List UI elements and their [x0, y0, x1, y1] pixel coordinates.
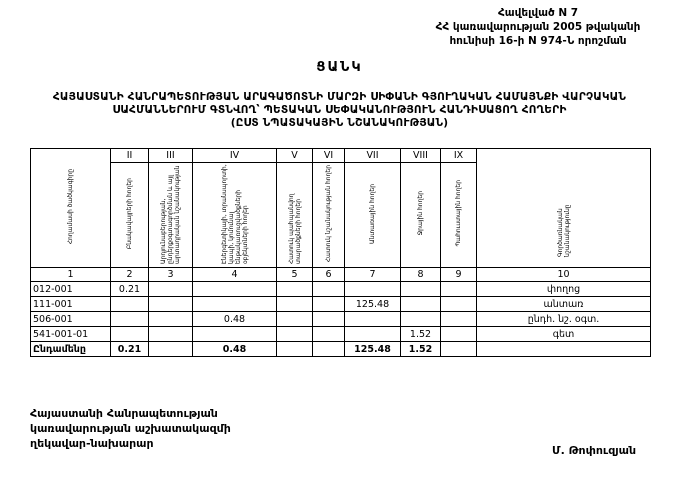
- roman-numeral: VI: [313, 149, 345, 163]
- header-residential: Բնակավայրերի հողեր: [111, 163, 149, 268]
- header-energy-transport: Էներգետիկայի, տրանսպորտի, կապի, կոմունալ ենթակառուցվածքների օբյեկտների հողեր: [193, 163, 277, 268]
- roman-numeral: II: [111, 149, 149, 163]
- area-value: [345, 312, 401, 327]
- area-value: [277, 282, 313, 297]
- signatory-name: Մ. Թոփուզյան: [552, 444, 637, 457]
- area-value: [149, 297, 193, 312]
- area-value: [111, 327, 149, 342]
- area-value: [401, 312, 441, 327]
- total-row: [31, 342, 651, 357]
- appendix-decree-date: հունիսի 16-ի N 974-Ն որոշման: [449, 35, 627, 47]
- signatory-line-1: Հայաստանի Հանրապետության: [30, 407, 218, 420]
- total-value: [313, 342, 345, 357]
- area-value: [149, 312, 193, 327]
- header-water: Ջրային հողեր: [401, 163, 441, 268]
- purpose-note: ընդհ. նշ. օգտ.: [477, 312, 651, 327]
- column-number: 9: [441, 268, 477, 282]
- column-number: 6: [313, 268, 345, 282]
- parcel-code: 012-001: [31, 282, 111, 297]
- header-parcel-code: [31, 149, 111, 268]
- column-number: 10: [477, 268, 651, 282]
- table-row: [31, 297, 651, 312]
- area-value: [313, 312, 345, 327]
- total-value: 0.21: [111, 342, 149, 357]
- appendix-header: [423, 6, 653, 48]
- total-value: [149, 342, 193, 357]
- area-value: [193, 297, 277, 312]
- column-number: 2: [111, 268, 149, 282]
- area-value: [441, 312, 477, 327]
- area-value: [441, 297, 477, 312]
- list-caption: ՑԱՆԿ: [316, 60, 363, 75]
- purpose-note: անտառ: [477, 297, 651, 312]
- roman-numeral: IV: [193, 149, 277, 163]
- roman-numeral: IX: [441, 149, 477, 163]
- column-number: 3: [149, 268, 193, 282]
- area-value: [111, 297, 149, 312]
- area-value: [111, 312, 149, 327]
- area-value: [345, 327, 401, 342]
- signatory-line-2: կառավարության աշխատակազմի: [30, 422, 231, 435]
- area-value: [277, 312, 313, 327]
- header-special-purpose: Հատուկ նշանակության հողեր: [313, 163, 345, 268]
- column-number: 5: [277, 268, 313, 282]
- roman-numeral: VII: [345, 149, 401, 163]
- area-value: 0.48: [193, 312, 277, 327]
- header-parcel-code-label: Հողամասի ծածկագիրը: [67, 169, 74, 245]
- table-row: [31, 327, 651, 342]
- area-value: [193, 282, 277, 297]
- signatory-title-block: [30, 406, 231, 451]
- area-value: 1.52: [401, 327, 441, 342]
- title-line-3: (ԸՍՏ ՆՊԱՏԱԿԱՅԻՆ ՆՇԱՆԱԿՈՒԹՅԱՆ): [230, 117, 449, 129]
- area-value: [193, 327, 277, 342]
- total-value: 0.48: [193, 342, 277, 357]
- area-value: [313, 297, 345, 312]
- total-value: [277, 342, 313, 357]
- document-title-block: [6, 60, 673, 130]
- roman-numeral: VIII: [401, 149, 441, 163]
- area-value: [277, 327, 313, 342]
- column-number: 7: [345, 268, 401, 282]
- column-number: 1: [31, 268, 111, 282]
- header-functional-purpose-label: Գործառնական նշանակությունը: [556, 204, 571, 257]
- header-forest: Անտառային հողեր: [345, 163, 401, 268]
- total-note: [477, 342, 651, 357]
- header-functional-purpose: [477, 149, 651, 268]
- area-value: [313, 282, 345, 297]
- area-value: [345, 282, 401, 297]
- area-value: [313, 327, 345, 342]
- area-value: [149, 282, 193, 297]
- purpose-note: փողոց: [477, 282, 651, 297]
- column-number: 4: [193, 268, 277, 282]
- land-parcels-table: [30, 148, 651, 357]
- purpose-note: գետ: [477, 327, 651, 342]
- parcel-code: 111-001: [31, 297, 111, 312]
- header-industrial: Արդյունաբերության, ընդերքօգտագործման և այլ արտադրական նշանակության: [149, 163, 193, 268]
- title-line-1: ՀԱՅԱՍՏԱՆԻ ՀԱՆՐԱՊԵՏՈՒԹՅԱՆ ԱՐԱԳԱԾՈՏՆԻ ՄԱՐԶԻ ՍԻՓԱՆԻ ԳՅՈՒՂԱԿԱՆ ՀԱՄԱՅՆՔԻ ՎԱՐՉԱԿԱՆ: [52, 91, 627, 103]
- area-value: [441, 282, 477, 297]
- area-value: [401, 282, 441, 297]
- area-value: [441, 327, 477, 342]
- roman-numeral: III: [149, 149, 193, 163]
- signatory-line-3: ղեկավար-նախարար: [30, 437, 154, 450]
- title-line-2: ՍԱՀՄԱՆՆԵՐՈՒՄ ԳՏՆՎՈՂ՝ ՊԵՏԱԿԱՆ ՍԵՓԱԿԱՆՈՒԹՅՈՒՆ ՀԱՆԴԻՍԱՑՈՂ ՀՈՂԵՐԻ: [112, 104, 567, 116]
- roman-numeral: V: [277, 149, 313, 163]
- roman-numeral-row: [31, 149, 651, 163]
- total-value: 1.52: [401, 342, 441, 357]
- table-row: [31, 312, 651, 327]
- total-value: [441, 342, 477, 357]
- appendix-decree-line: ՀՀ կառավարության 2005 թվականի: [435, 21, 641, 33]
- area-value: [149, 327, 193, 342]
- total-value: 125.48: [345, 342, 401, 357]
- area-value: 125.48: [345, 297, 401, 312]
- area-value: [401, 297, 441, 312]
- header-reserve: Պահուստային հողեր: [441, 163, 477, 268]
- header-protected-areas: Հատուկ պահպանվող տարածքների հողեր: [277, 163, 313, 268]
- appendix-number: Հավելված N 7: [497, 7, 579, 19]
- area-value: [277, 297, 313, 312]
- column-number-row: [31, 268, 651, 282]
- parcel-code: 541-001-01: [31, 327, 111, 342]
- total-label: Ընդամենը: [31, 342, 111, 357]
- parcel-code: 506-001: [31, 312, 111, 327]
- table-row: [31, 282, 651, 297]
- column-number: 8: [401, 268, 441, 282]
- area-value: 0.21: [111, 282, 149, 297]
